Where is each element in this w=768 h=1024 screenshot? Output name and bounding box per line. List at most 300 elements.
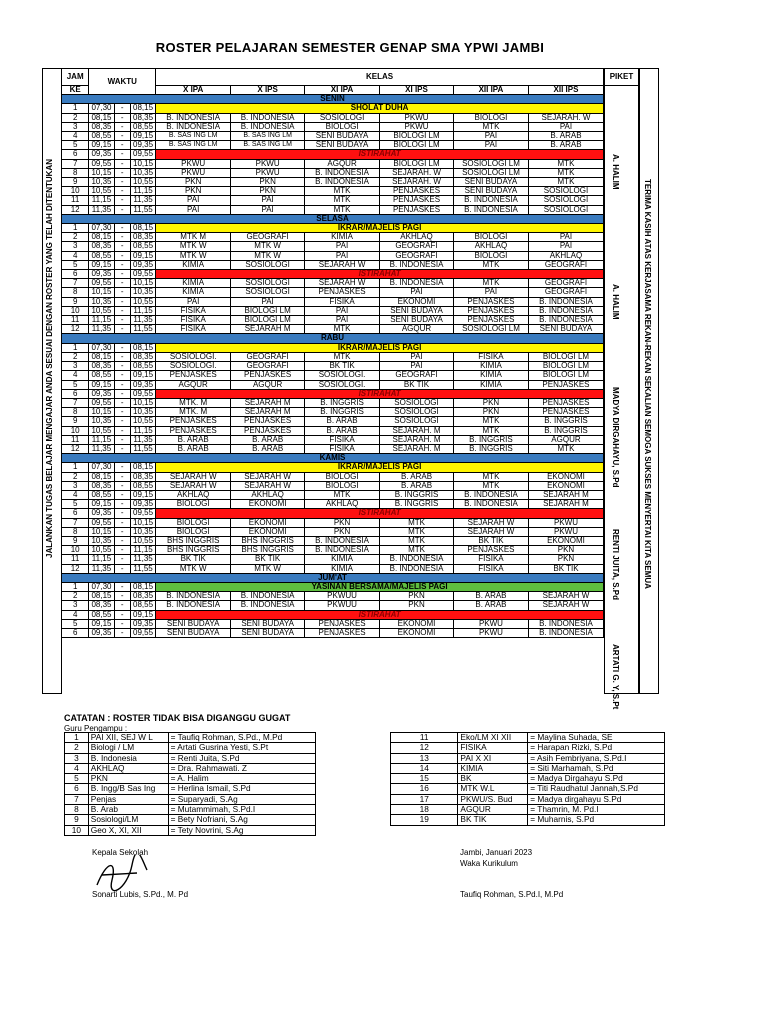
guru-number: 15 xyxy=(391,774,458,784)
subject-cell: MTK xyxy=(453,122,528,131)
guru-teacher: = Tety Novrini, S.Ag xyxy=(168,825,315,835)
event-cell: ISTIRAHAT xyxy=(156,150,604,159)
guru-row xyxy=(65,805,316,815)
time-end: 09,15 xyxy=(130,490,155,499)
subject-cell: B. ARAB xyxy=(156,444,231,453)
time-dash: - xyxy=(114,325,130,334)
time-dash: - xyxy=(114,371,130,380)
subject-cell: PENJASKES xyxy=(380,205,454,214)
schedule-row xyxy=(62,610,604,619)
subject-cell: PENJASKES xyxy=(156,371,231,380)
guru-teacher: = Renti Juita, S.Pd xyxy=(168,753,315,763)
time-end: 09,55 xyxy=(130,628,155,637)
period-number: 6 xyxy=(62,270,89,279)
schedule-row xyxy=(62,582,604,591)
time-start: 08,55 xyxy=(89,132,114,141)
period-number: 4 xyxy=(62,490,89,499)
guru-subject: PKN xyxy=(88,774,168,784)
guru-row xyxy=(391,805,665,815)
time-start: 08,35 xyxy=(89,601,114,610)
subject-cell: B. INDONESIA xyxy=(231,592,305,601)
period-number: 10 xyxy=(62,426,89,435)
time-end: 10,15 xyxy=(130,398,155,407)
subject-cell: PAI xyxy=(305,306,380,315)
subject-cell: MTK W xyxy=(231,564,305,573)
schedule-row xyxy=(62,389,604,398)
subject-cell: SENI BUDAYA xyxy=(453,187,528,196)
guru-number: 3 xyxy=(65,753,89,763)
subject-cell: SOSIOLOGI xyxy=(528,196,603,205)
subject-cell: PENJASKES xyxy=(156,426,231,435)
time-end: 08,35 xyxy=(130,233,155,242)
period-number: 3 xyxy=(62,122,89,131)
time-end: 11,55 xyxy=(130,444,155,453)
subject-cell: PENJASKES xyxy=(380,196,454,205)
time-dash: - xyxy=(114,417,130,426)
guru-row xyxy=(391,753,665,763)
subject-cell: SENI BUDAYA xyxy=(305,141,380,150)
time-end: 08,15 xyxy=(130,582,155,591)
subject-cell: AKHLAQ xyxy=(528,251,603,260)
schedule-row xyxy=(62,224,604,233)
time-dash: - xyxy=(114,196,130,205)
day-row xyxy=(62,95,604,104)
subject-cell: B. INDONESIA xyxy=(528,306,603,315)
period-number: 6 xyxy=(62,150,89,159)
time-end: 10,35 xyxy=(130,168,155,177)
schedule-row xyxy=(62,444,604,453)
subject-cell: BK TIK xyxy=(156,555,231,564)
time-end: 09,55 xyxy=(130,150,155,159)
subject-cell: MTK xyxy=(380,527,454,536)
period-number: 5 xyxy=(62,380,89,389)
subject-cell: SEJARAH W xyxy=(231,472,305,481)
time-end: 10,55 xyxy=(130,536,155,545)
subject-cell: MTK xyxy=(305,325,380,334)
kepala-sekolah-name: Sonarti Lubis, S.Pd., M. Pd xyxy=(92,890,189,899)
guru-number: 11 xyxy=(391,733,458,743)
subject-cell: MTK W xyxy=(156,564,231,573)
time-dash: - xyxy=(114,260,130,269)
subject-cell: KIMIA xyxy=(156,260,231,269)
schedule-row xyxy=(62,251,604,260)
time-end: 11,35 xyxy=(130,435,155,444)
schedule-row xyxy=(62,159,604,168)
guru-number: 16 xyxy=(391,784,458,794)
subject-cell: SEJARAH M xyxy=(528,490,603,499)
schedule-row xyxy=(62,104,604,113)
time-start: 08,55 xyxy=(89,251,114,260)
time-end: 10,35 xyxy=(130,288,155,297)
subject-cell: AKHLAQ xyxy=(453,242,528,251)
guru-subject: FISIKA xyxy=(458,743,528,753)
time-start: 08,15 xyxy=(89,352,114,361)
schedule-row xyxy=(62,362,604,371)
guru-row xyxy=(391,815,665,825)
time-start: 10,15 xyxy=(89,527,114,536)
time-start: 10,35 xyxy=(89,178,114,187)
time-start: 09,35 xyxy=(89,150,114,159)
subject-cell: PKN xyxy=(380,601,454,610)
subject-cell: B. INDONESIA xyxy=(380,555,454,564)
time-start: 11,15 xyxy=(89,555,114,564)
subject-cell: SOSIOLOGI xyxy=(231,288,305,297)
guru-subject: MTK W.L xyxy=(458,784,528,794)
time-dash: - xyxy=(114,150,130,159)
time-dash: - xyxy=(114,187,130,196)
subject-cell: PKWU xyxy=(528,527,603,536)
time-end: 11,15 xyxy=(130,546,155,555)
subject-cell: SOSIOLOGI. xyxy=(305,380,380,389)
guru-subject: Sosiologi/LM xyxy=(88,815,168,825)
guru-table-right xyxy=(390,732,665,826)
subject-cell: B. ARAB xyxy=(231,444,305,453)
day-row xyxy=(62,454,604,463)
subject-cell: B. ARAB xyxy=(528,141,603,150)
guru-subject: KIMIA xyxy=(458,763,528,773)
piket-kamis: RENTI JUITA, S.Pd xyxy=(611,529,620,600)
subject-cell: FISIKA xyxy=(305,435,380,444)
time-dash: - xyxy=(114,619,130,628)
subject-cell: PAI xyxy=(528,122,603,131)
class-header: X IPS xyxy=(231,86,305,95)
class-header: XI IPA xyxy=(305,86,380,95)
schedule-row xyxy=(62,297,604,306)
time-start: 11,35 xyxy=(89,564,114,573)
subject-cell: MTK xyxy=(453,481,528,490)
time-start: 07,30 xyxy=(89,463,114,472)
time-dash: - xyxy=(114,546,130,555)
subject-cell: B. INDONESIA xyxy=(156,122,231,131)
subject-cell: B. INGGRIS xyxy=(305,408,380,417)
guru-number: 6 xyxy=(65,784,89,794)
subject-cell: MTK xyxy=(453,426,528,435)
schedule-row xyxy=(62,288,604,297)
event-cell: IKRAR/MAJELIS PAGI xyxy=(156,343,604,352)
subject-cell: PKWUU xyxy=(305,592,380,601)
day-name: JUM'AT xyxy=(62,573,604,582)
guru-number: 12 xyxy=(391,743,458,753)
period-number: 4 xyxy=(62,132,89,141)
subject-cell: PENJASKES xyxy=(231,417,305,426)
subject-cell: MTK xyxy=(528,444,603,453)
subject-cell: SEJARAH W xyxy=(156,481,231,490)
period-number: 5 xyxy=(62,500,89,509)
schedule-row xyxy=(62,279,604,288)
catatan-note: CATATAN : ROSTER TIDAK BISA DIGANGGU GUGAT xyxy=(64,713,291,723)
time-dash: - xyxy=(114,279,130,288)
subject-cell: MTK xyxy=(380,546,454,555)
subject-cell: PAI xyxy=(156,205,231,214)
subject-cell: MTK. M xyxy=(156,408,231,417)
subject-cell: KIMIA xyxy=(156,279,231,288)
subject-cell: SEJARAH W xyxy=(231,481,305,490)
period-number: 6 xyxy=(62,509,89,518)
schedule-row xyxy=(62,490,604,499)
event-cell: SHOLAT DUHA xyxy=(156,104,604,113)
schedule-row xyxy=(62,141,604,150)
subject-cell: GEOGRAFI xyxy=(380,371,454,380)
time-start: 07,30 xyxy=(89,224,114,233)
subject-cell: MTK. M xyxy=(156,398,231,407)
subject-cell: PAI xyxy=(305,316,380,325)
piket-senin: A. HALIM xyxy=(611,154,620,190)
time-end: 10,35 xyxy=(130,408,155,417)
guru-teacher: = Suparyadi, S.Ag xyxy=(168,794,315,804)
schedule-row xyxy=(62,371,604,380)
subject-cell: MTK xyxy=(305,352,380,361)
time-start: 10,55 xyxy=(89,426,114,435)
time-start: 07,30 xyxy=(89,104,114,113)
subject-cell: PKN xyxy=(156,178,231,187)
subject-cell: B. INDONESIA xyxy=(528,316,603,325)
subject-cell: BIOLOGI xyxy=(305,472,380,481)
time-start: 09,35 xyxy=(89,628,114,637)
schedule-row xyxy=(62,325,604,334)
guru-number: 4 xyxy=(65,763,89,773)
subject-cell: PENJASKES xyxy=(528,380,603,389)
guru-label: Guru Pengampu : xyxy=(64,724,128,733)
subject-cell: PAI xyxy=(231,205,305,214)
guru-subject: Biologi / LM xyxy=(88,743,168,753)
side-note-right xyxy=(639,68,659,694)
time-start: 11,15 xyxy=(89,435,114,444)
guru-table-left xyxy=(64,732,316,836)
time-start: 10,35 xyxy=(89,536,114,545)
time-start: 09,55 xyxy=(89,518,114,527)
guru-teacher: = Thamrin, M. Pd.I xyxy=(528,805,665,815)
period-number: 8 xyxy=(62,168,89,177)
time-end: 08,15 xyxy=(130,104,155,113)
guru-subject: Penjas xyxy=(88,794,168,804)
place-date: Jambi, Januari 2023 xyxy=(460,848,533,857)
subject-cell: B. INGGRIS xyxy=(380,500,454,509)
subject-cell: PAI xyxy=(453,132,528,141)
subject-cell: PENJASKES xyxy=(453,316,528,325)
subject-cell: B. INDONESIA xyxy=(156,601,231,610)
schedule-row xyxy=(62,168,604,177)
subject-cell: MTK xyxy=(380,536,454,545)
schedule-row xyxy=(62,196,604,205)
schedule-row xyxy=(62,417,604,426)
subject-cell: SEJARAH M xyxy=(231,408,305,417)
time-dash: - xyxy=(114,426,130,435)
class-header: XI IPS xyxy=(380,86,454,95)
period-number: 8 xyxy=(62,527,89,536)
subject-cell: FISIKA xyxy=(453,564,528,573)
period-number: 7 xyxy=(62,159,89,168)
schedule-row xyxy=(62,242,604,251)
subject-cell: SEJARAH W xyxy=(305,260,380,269)
subject-cell: PKN xyxy=(453,408,528,417)
subject-cell: B. INGGRIS xyxy=(453,435,528,444)
subject-cell: PAI xyxy=(453,141,528,150)
schedule-row xyxy=(62,536,604,545)
side-note-right-text: TERIMA KASIH ATAS KERJASAMA REKAN-REKAN SEKALIAN SEMOGA SUKSES MENYERTAI KITA SEMUA xyxy=(643,179,652,589)
subject-cell: B. ARAB xyxy=(305,426,380,435)
time-end: 08,55 xyxy=(130,362,155,371)
guru-row xyxy=(391,763,665,773)
subject-cell: KIMIA xyxy=(305,564,380,573)
subject-cell: EKONOMI xyxy=(231,527,305,536)
subject-cell: SEJARAH W xyxy=(528,592,603,601)
day-name: SENIN xyxy=(62,95,604,104)
subject-cell: PAI xyxy=(380,362,454,371)
period-number: 1 xyxy=(62,104,89,113)
subject-cell: BIOLOGI xyxy=(156,500,231,509)
subject-cell: AGQUR xyxy=(380,325,454,334)
guru-teacher: = Dra. Rahmawati. Z xyxy=(168,763,315,773)
guru-number: 10 xyxy=(65,825,89,835)
time-start: 08,55 xyxy=(89,610,114,619)
subject-cell: GEOGRAFI xyxy=(231,233,305,242)
schedule-row xyxy=(62,527,604,536)
schedule-row xyxy=(62,564,604,573)
subject-cell: B. INDONESIA xyxy=(305,536,380,545)
time-start: 08,35 xyxy=(89,362,114,371)
subject-cell: SEJARAH W xyxy=(453,518,528,527)
guru-number: 18 xyxy=(391,805,458,815)
time-end: 10,55 xyxy=(130,417,155,426)
time-end: 09,15 xyxy=(130,251,155,260)
time-dash: - xyxy=(114,472,130,481)
schedule-row xyxy=(62,619,604,628)
time-dash: - xyxy=(114,297,130,306)
time-start: 11,35 xyxy=(89,205,114,214)
guru-number: 19 xyxy=(391,815,458,825)
schedule-row xyxy=(62,592,604,601)
subject-cell: B. ARAB xyxy=(453,592,528,601)
time-dash: - xyxy=(114,104,130,113)
time-start: 10,55 xyxy=(89,306,114,315)
subject-cell: MTK xyxy=(528,159,603,168)
subject-cell: BIOLOGI xyxy=(156,527,231,536)
subject-cell: MTK xyxy=(305,196,380,205)
time-end: 10,55 xyxy=(130,297,155,306)
guru-row xyxy=(391,743,665,753)
time-start: 09,35 xyxy=(89,509,114,518)
subject-cell: SOSIOLOGI LM xyxy=(453,325,528,334)
subject-cell: BIOLOGI xyxy=(156,518,231,527)
event-cell: YASINAN BERSAMA/MAJELIS PAGI xyxy=(156,582,604,591)
guru-row xyxy=(65,753,316,763)
piket-column xyxy=(604,68,639,710)
subject-cell: B. INGGRIS xyxy=(528,426,603,435)
subject-cell: BIOLOGI LM xyxy=(380,159,454,168)
time-start: 09,15 xyxy=(89,619,114,628)
schedule-row xyxy=(62,435,604,444)
subject-cell: B. SAS ING LM xyxy=(231,141,305,150)
time-start: 10,35 xyxy=(89,297,114,306)
subject-cell: SEJARAH W xyxy=(453,527,528,536)
schedule-row xyxy=(62,555,604,564)
subject-cell: GEOGRAFI xyxy=(380,251,454,260)
subject-cell: AGQUR xyxy=(231,380,305,389)
guru-subject: PAI X XI xyxy=(458,753,528,763)
time-dash: - xyxy=(114,362,130,371)
event-cell: ISTIRAHAT xyxy=(156,509,604,518)
time-end: 09,35 xyxy=(130,380,155,389)
time-start: 08,15 xyxy=(89,233,114,242)
event-cell: IKRAR/MAJELIS PAGI xyxy=(156,463,604,472)
subject-cell: PKWU xyxy=(380,122,454,131)
time-dash: - xyxy=(114,343,130,352)
class-header: X IPA xyxy=(156,86,231,95)
subject-cell: B. INDONESIA xyxy=(305,546,380,555)
time-start: 09,15 xyxy=(89,380,114,389)
subject-cell: B. ARAB xyxy=(453,601,528,610)
period-number: 10 xyxy=(62,187,89,196)
time-end: 09,55 xyxy=(130,270,155,279)
signature-mark xyxy=(92,855,152,895)
subject-cell: SOSIOLOGI. xyxy=(156,362,231,371)
subject-cell: B. ARAB xyxy=(156,435,231,444)
period-number: 7 xyxy=(62,279,89,288)
event-cell: ISTIRAHAT xyxy=(156,270,604,279)
subject-cell: PAI xyxy=(380,288,454,297)
time-dash: - xyxy=(114,592,130,601)
guru-row xyxy=(391,774,665,784)
time-start: 09,15 xyxy=(89,260,114,269)
period-number: 1 xyxy=(62,582,89,591)
subject-cell: B. INDONESIA xyxy=(453,196,528,205)
time-dash: - xyxy=(114,352,130,361)
guru-teacher: = Siti Marhamah, S.Pd xyxy=(528,763,665,773)
time-end: 10,55 xyxy=(130,178,155,187)
subject-cell: FISIKA xyxy=(453,352,528,361)
time-start: 09,55 xyxy=(89,398,114,407)
time-end: 09,15 xyxy=(130,371,155,380)
guru-teacher: = Herlina Ismail, S.Pd xyxy=(168,784,315,794)
subject-cell: SOSIOLOGI. xyxy=(305,371,380,380)
class-header: XII IPA xyxy=(453,86,528,95)
subject-cell: SEJARAH W xyxy=(156,472,231,481)
period-number: 11 xyxy=(62,435,89,444)
subject-cell: B. INDONESIA xyxy=(156,592,231,601)
subject-cell: B. ARAB xyxy=(380,472,454,481)
period-number: 11 xyxy=(62,316,89,325)
guru-teacher: = Titi Raudhatul Jannah,S.Pd xyxy=(528,784,665,794)
time-end: 08,15 xyxy=(130,224,155,233)
time-dash: - xyxy=(114,610,130,619)
subject-cell: B. INDONESIA xyxy=(528,297,603,306)
time-end: 10,15 xyxy=(130,159,155,168)
time-end: 08,35 xyxy=(130,352,155,361)
time-end: 09,35 xyxy=(130,500,155,509)
time-end: 08,15 xyxy=(130,463,155,472)
period-number: 9 xyxy=(62,178,89,187)
time-dash: - xyxy=(114,481,130,490)
guru-subject: BK xyxy=(458,774,528,784)
guru-row xyxy=(65,743,316,753)
subject-cell: B. INDONESIA xyxy=(231,601,305,610)
guru-subject: Geo X, XI, XII xyxy=(88,825,168,835)
guru-row xyxy=(65,815,316,825)
schedule-row xyxy=(62,472,604,481)
subject-cell: PAI xyxy=(528,233,603,242)
period-number: 4 xyxy=(62,610,89,619)
subject-cell: BIOLOGI LM xyxy=(231,316,305,325)
period-number: 9 xyxy=(62,297,89,306)
time-dash: - xyxy=(114,178,130,187)
subject-cell: SENI BUDAYA xyxy=(305,132,380,141)
day-name: SELASA xyxy=(62,214,604,223)
subject-cell: BIOLOGI xyxy=(453,113,528,122)
period-number: 3 xyxy=(62,481,89,490)
header-waktu: WAKTU xyxy=(89,69,156,95)
piket-jumat: ARTATI G. Y, S.Pt xyxy=(611,644,620,710)
schedule-row xyxy=(62,132,604,141)
